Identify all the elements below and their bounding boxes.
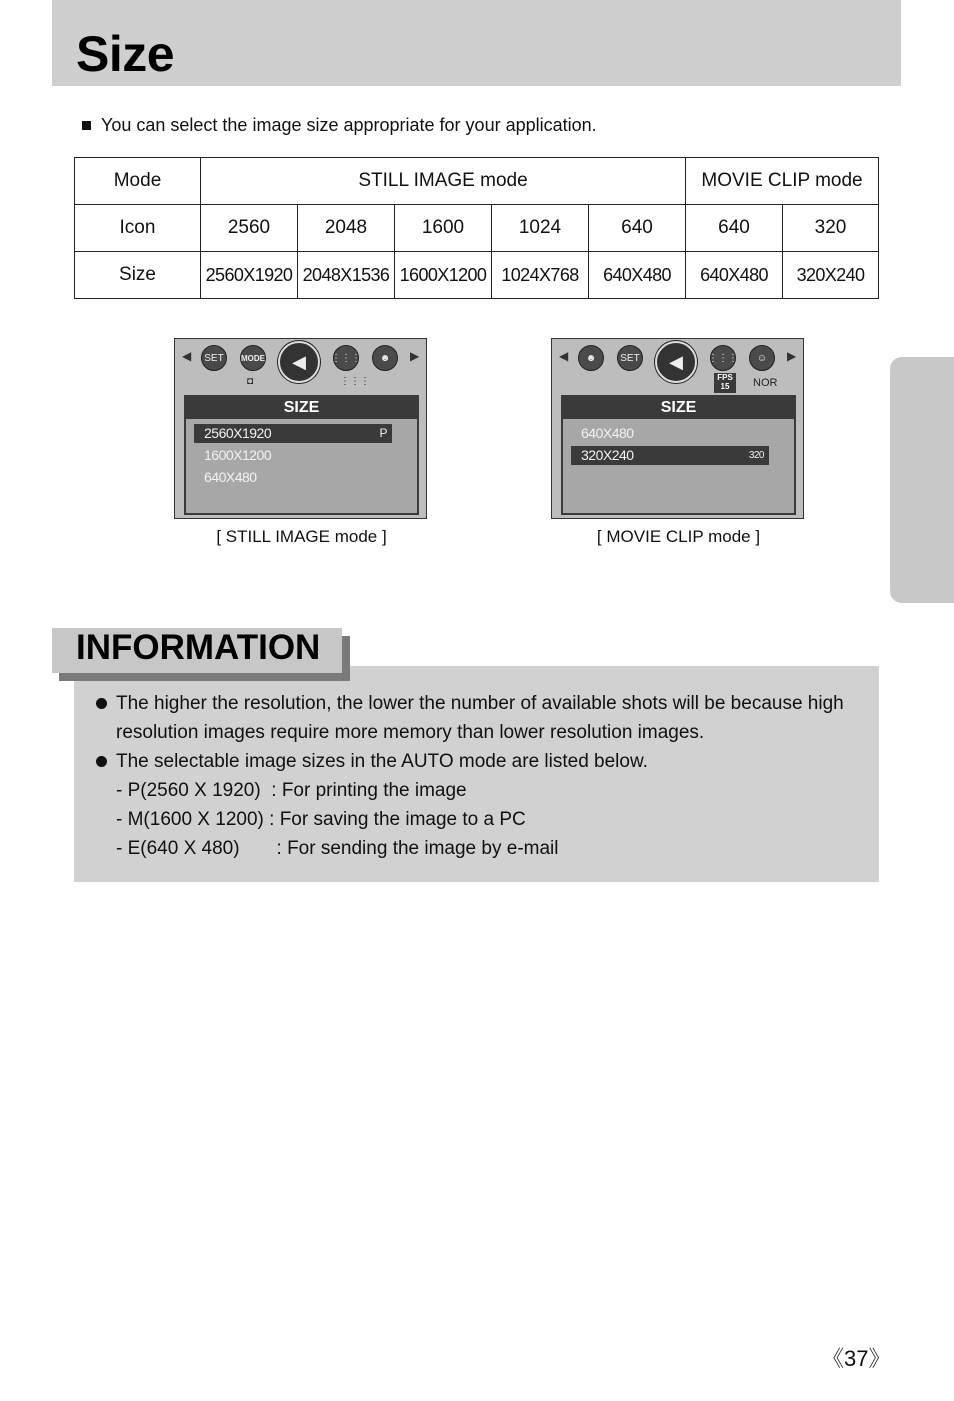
fps-label: FPS	[717, 373, 733, 382]
camera-icon: ◘	[247, 376, 254, 387]
cell-size: 640X480	[589, 252, 686, 299]
cell-icon: 2560	[201, 205, 298, 252]
page-title: Size	[76, 26, 175, 82]
cell-size: 320X240	[783, 252, 879, 299]
square-bullet-icon	[82, 121, 91, 130]
size-option-selected[interactable]	[571, 446, 769, 465]
size-table	[74, 157, 879, 299]
size-option-selected[interactable]	[194, 424, 392, 443]
cell-size: 1024X768	[492, 252, 589, 299]
cell-icon: 2048	[298, 205, 395, 252]
person-icon: ☻	[372, 345, 398, 371]
bullet-dot-icon	[96, 698, 107, 709]
cell-mode-label: Mode	[75, 158, 201, 205]
grid-icon: ⋮⋮⋮	[340, 376, 370, 387]
table-row-icon	[75, 205, 879, 252]
cell-icon: 1024	[492, 205, 589, 252]
arrow-right-icon: ▶	[410, 349, 420, 363]
set-icon: SET	[617, 345, 643, 371]
header-band	[52, 0, 901, 86]
info-item: - E(640 X 480) : For sending the image by e-mail	[116, 838, 559, 859]
table-row-mode	[75, 158, 879, 205]
quality-grid-icon: ⋮⋮⋮	[333, 345, 359, 371]
cell-size: 1600X1200	[395, 252, 492, 299]
table-row-size	[75, 252, 879, 299]
arrow-right-icon: ▶	[787, 349, 797, 363]
fps-badge	[714, 373, 736, 393]
info-item: - M(1600 X 1200) : For saving the image to a PC	[116, 809, 526, 830]
information-title: INFORMATION	[76, 628, 321, 667]
size-option[interactable]: 640X480	[204, 469, 257, 485]
movie-mode-screen	[551, 338, 804, 519]
mode-icon: MODE	[240, 345, 266, 371]
person-icon: ☻	[578, 345, 604, 371]
cell-movie-mode: MOVIE CLIP mode	[686, 158, 879, 205]
side-tab	[890, 357, 954, 603]
cell-icon: 640	[589, 205, 686, 252]
bullet-continuation: resolution images require more memory than lower resolution images.	[116, 722, 705, 743]
intro-text: You can select the image size appropriate for your application.	[101, 115, 597, 135]
cell-icon: 640	[686, 205, 783, 252]
info-bullet	[96, 689, 844, 718]
size-option[interactable]: 640X480	[581, 425, 634, 441]
cell-size-label: Size	[75, 252, 201, 299]
palette-icon: ☺	[749, 345, 775, 371]
cell-icon: 320	[783, 205, 879, 252]
size-selected-icon: ◀	[655, 341, 697, 383]
panel-title: SIZE	[186, 397, 417, 419]
panel-title: SIZE	[563, 397, 794, 419]
still-mode-caption: [ STILL IMAGE mode ]	[216, 527, 387, 546]
arrow-left-icon: ◀	[559, 349, 569, 363]
cell-icon: 1600	[395, 205, 492, 252]
option-label: 2560X1920	[204, 425, 272, 441]
cell-size: 2048X1536	[298, 252, 395, 299]
still-mode-screen	[174, 338, 427, 519]
quality-label: NOR	[753, 377, 778, 389]
size-selected-icon: ◀	[278, 341, 320, 383]
set-icon: SET	[201, 345, 227, 371]
intro-line	[82, 114, 597, 136]
cell-icon-label: Icon	[75, 205, 201, 252]
size-option[interactable]: 1600X1200	[204, 447, 272, 463]
cell-size: 640X480	[686, 252, 783, 299]
page-number: 《37》	[822, 1346, 891, 1371]
bullet-dot-icon	[96, 756, 107, 767]
cell-still-mode: STILL IMAGE mode	[201, 158, 686, 205]
quality-grid-icon: ⋮⋮⋮	[710, 345, 736, 371]
fps-value: 15	[720, 382, 730, 391]
cell-size: 2560X1920	[201, 252, 298, 299]
option-tag: 320	[748, 450, 764, 461]
information-text	[96, 689, 844, 863]
bullet-text: The selectable image sizes in the AUTO mode are listed below.	[116, 751, 648, 772]
arrow-left-icon: ◀	[182, 349, 192, 363]
movie-mode-caption: [ MOVIE CLIP mode ]	[596, 527, 761, 546]
info-bullet	[96, 747, 844, 776]
option-tag: P	[379, 426, 387, 440]
bullet-text: The higher the resolution, the lower the number of available shots will be because high	[116, 693, 844, 714]
info-item: - P(2560 X 1920) : For printing the image	[116, 780, 467, 801]
option-label: 320X240	[581, 447, 634, 463]
